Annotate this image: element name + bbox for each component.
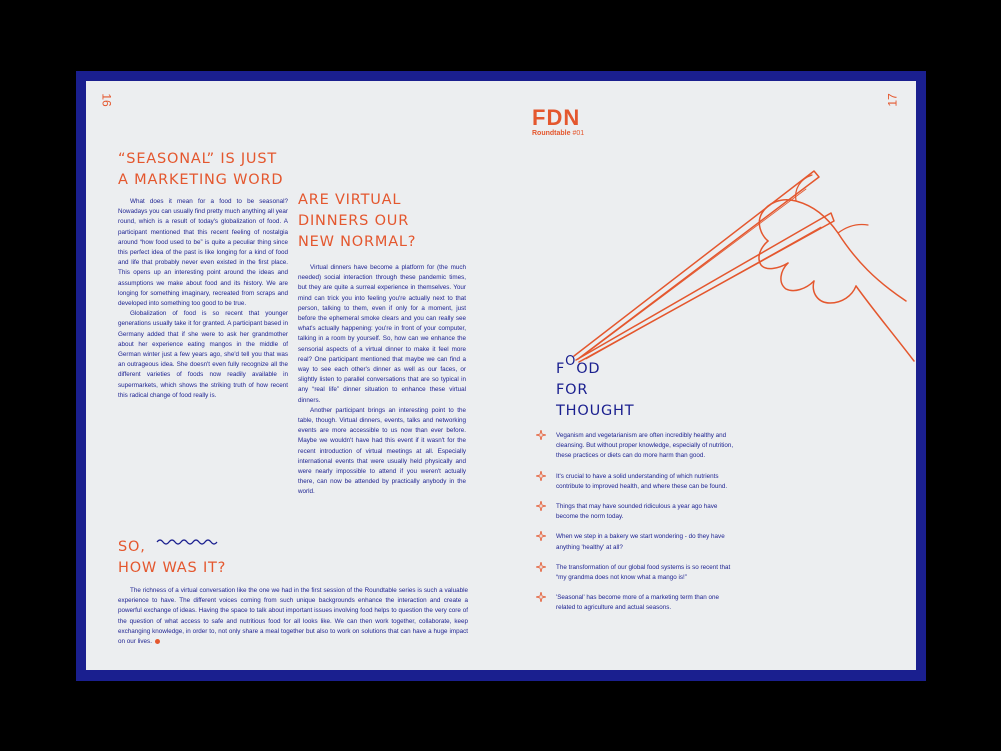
list-item xyxy=(534,502,734,522)
so-paragraph-1 xyxy=(118,586,468,647)
seasonal-body xyxy=(118,197,288,401)
virtual-body xyxy=(298,263,466,498)
seasonal-heading-line2: A MARKETING WORD xyxy=(118,172,284,188)
virtual-paragraph-1: Virtual dinners have become a platform for (the much needed) social interaction through these pandemic times, but they are quite a surreal experience in themselves. Your mind can trick you into feeling you're actually next to that person, talking to them, even if only for a moment, just before the ephemeral smoke clears and you can really see what's actually happening: you're in front of your computer, talking in a room by yourself. So, how can we enhance the sensorial aspects of a virtual dinner to make it feel more real? One participant mentioned that maybe we can find a way to see each other's dinner as well as our faces, or slightly listen to parallel conversations that are so typical in any “real life” dinner situation to enhance these virtual dinners. xyxy=(298,264,466,404)
bullet-text: Veganism and vegetarianism are often incredibly healthy and cleansing. But without proper knowledge, especially of nutrition, these practices or diets can do more harm than good. xyxy=(556,432,734,460)
virtual-heading-line2: DINNERS OUR xyxy=(298,213,410,229)
end-dot-icon xyxy=(155,639,160,644)
sparkle-star-icon xyxy=(536,531,546,541)
wave-squiggle-icon xyxy=(156,537,218,547)
page-number-left: 16 xyxy=(99,93,114,107)
logo-subtitle-name: Roundtable xyxy=(532,130,571,137)
list-item xyxy=(534,532,734,552)
virtual-heading xyxy=(298,190,416,253)
thought-heading-od: OD xyxy=(576,361,601,377)
virtual-heading-line1: ARE VIRTUAL xyxy=(298,192,402,208)
list-item xyxy=(534,563,734,583)
page-number-right: 17 xyxy=(885,93,900,107)
logo-issue: #01 xyxy=(572,130,585,137)
bullet-text: It's crucial to have a solid understanding of which nutrients contribute to improved health, and where these can be found. xyxy=(556,472,728,490)
list-item xyxy=(534,431,734,462)
logo-subtitle xyxy=(532,130,584,137)
seasonal-paragraph-1: What does it mean for a food to be seasonal? Nowadays you can usually find pretty much anything all year round, which is a result of today's globalization of food. A participant mentioned that this recent feeling of nostalgia around “how food used to be” is quite a peculiar thing since this perfect idea of the past is like longing for a kind of food and life that probably never even existed in the first place. This opens up an interesting point around the ideas and assumptions we make about food and its history. We are longing for something imaginary, recreated from scraps and developed into something too good to be true. xyxy=(118,198,288,308)
sparkle-star-icon xyxy=(536,592,546,602)
thought-heading xyxy=(556,354,635,422)
so-heading-line1: SO, xyxy=(118,539,146,555)
logo-title: FDN xyxy=(532,105,581,130)
list-item xyxy=(534,472,734,492)
seasonal-heading xyxy=(118,149,283,191)
virtual-heading-line3: NEW NORMAL? xyxy=(298,234,417,250)
thought-heading-f: F xyxy=(556,361,566,377)
so-heading-line2: HOW WAS IT? xyxy=(118,560,227,576)
virtual-paragraph-2: Another participant brings an interesting point to the table, though. Virtual dinners, events, talks and networking events are more accessible to us now than ever before. Maybe we wouldn't have had this event if it wasn't for the recent introduction of virtual meetings at all. Especially international events that were usually held physically and were nearly impossible to attend if you weren't actually there, can now be attended by practically anybody in the world. xyxy=(298,406,466,496)
bullet-text: When we step in a bakery we start wondering - do they have anything 'healthy' at all? xyxy=(556,533,725,551)
fdn-logo xyxy=(532,107,584,137)
so-paragraph-1-text: The richness of a virtual conversation like the one we had in the first session of the Roundtable series is such a valuable experience to have. The different voices coming from such unique backgrounds enhance the interaction and create a powerful exchange of ideas. Having the space to talk about important issues involving food helps to question the very core of the question of what access to safe and nutritious food for all looks like. We can then work together, collaborate, keep exchanging knowledge, in order to, not only share a meal together but also to work on solutions that can have a huge impact on our lives. xyxy=(118,587,468,646)
thought-heading-line3: THOUGHT xyxy=(556,403,635,419)
sparkle-star-icon xyxy=(536,471,546,481)
bullet-text: The transformation of our global food systems is so recent that “my grandma does not know what a mango is!” xyxy=(556,563,731,582)
seasonal-heading-line1: “SEASONAL” IS JUST xyxy=(118,151,278,167)
thought-heading-o-raised: O xyxy=(565,354,577,370)
so-body xyxy=(118,586,468,647)
thought-heading-line2: FOR xyxy=(556,382,589,398)
list-item xyxy=(534,593,734,613)
sparkle-star-icon xyxy=(536,501,546,511)
bullet-text: Things that may have sounded ridiculous a year ago have become the norm today. xyxy=(556,503,718,521)
sparkle-star-icon xyxy=(536,430,546,440)
bullet-text: 'Seasonal' has become more of a marketing term than one related to agriculture and actual seasons. xyxy=(556,594,720,612)
sparkle-star-icon xyxy=(536,562,546,572)
seasonal-paragraph-2: Globalization of food is so recent that younger generations usually take it for granted. A participant based in Germany added that if she were to ask her grandmother about her experience eating mangos in the middle of German winter just a few years ago, she'd tell you that was an outrageous idea. She doesn't even fully recognize all the different varieties of foods now readily available in supermarkets, which shows the striking truth of how recent this radical change of food really is. xyxy=(118,310,288,399)
magazine-spread xyxy=(86,81,916,670)
thought-bullet-list xyxy=(534,431,734,624)
